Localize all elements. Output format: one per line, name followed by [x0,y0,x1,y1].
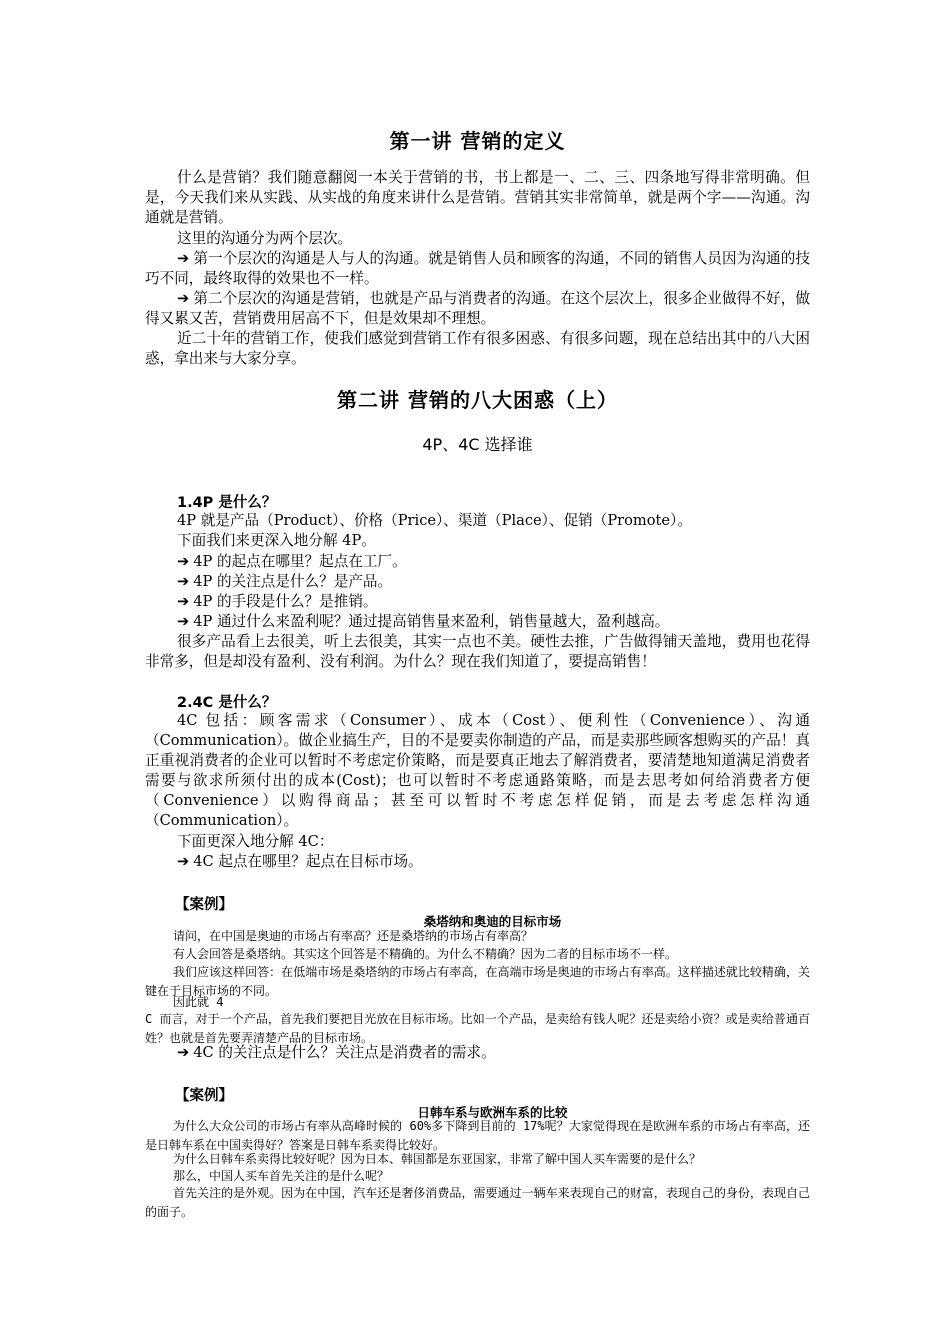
lecture1-paragraph-5: 近二十年的营销工作，使我们感觉到营销工作有很多困惑、有很多问题，现在总结出其中的八大困惑，拿出来与大家分享。 [145,330,810,367]
arrow-icon: ➔ [177,1044,190,1061]
section-4c-paragraph: 4C 包括：顾客需求（Consumer）、成本（Cost）、便利性（Convenience）、沟通（Communication）。做企业搞生产，目的不是要卖你制造的产品，而是卖那些顾客想购买的产品！真正重视消费者的企业可以暂时不考虑定价策略，而是要真正地去了解消费者，要清楚地知道满足消费者需要与欲求所须付出的成本(Cost)；也可以暂时不考虑通路策略，而是去思考如何给消费者方便（Convenience）以购得商品；甚至可以暂时不考虑怎样促销，而是去考虑怎样沟通（Communication）。 [145,712,810,829]
section-4p-heading: 1.4P 是什么？ [177,495,277,511]
section-4c-heading: 2.4C 是什么？ [177,695,277,711]
case-2-line-4: 首先关注的是外观。因为在中国，汽车还是奢侈消费品，需要通过一辆车来表现自己的财富，表现自己的身份，表现自己的面子。 [145,1186,810,1219]
lecture2-subtitle: 4P、4C 选择谁 [422,435,533,454]
arrow-icon: ➔ [177,250,190,267]
lecture2-title: 第二讲 营销的八大困惑（上） [337,388,618,412]
lecture1-paragraph-2: 这里的沟通分为两个层次。 [177,230,353,247]
arrow-icon: ➔ [177,593,190,610]
section-4c-bullet-1: ➔ 4C 起点在哪里？起点在目标市场。 [177,853,423,870]
case-1-line-5: C 而言，对于一个产品，首先我们要把目光放在目标市场。比如一个产品，是卖给有钱人呢？还是卖给小资？或是卖给普通百姓？也就是首先要弄清楚产品的目标市场。 [145,1012,810,1045]
lecture1-bullet-1-text: 第一个层次的沟通是人与人的沟通。就是销售人员和顾客的沟通，不同的销售人员因为沟通的技巧不同，最终取得的效果也不一样。 [145,250,810,287]
section-4p-line-1: 4P 就是产品（Product）、价格（Price）、渠道（Place）、促销（Promote）。 [177,512,692,529]
case-1-line-2: 有人会回答是桑塔纳。其实这个回答是不精确的。为什么不精确？因为二者的目标市场不一样。 [173,947,678,961]
lecture1-bullet-2 [145,289,810,329]
section-4p-bullet-3: ➔ 4P 的手段是什么？是推销。 [177,593,378,610]
section-4p-bullet-2: ➔ 4P 的关注点是什么？是产品。 [177,573,393,590]
arrow-icon: ➔ [177,290,190,307]
lecture1-title: 第一讲 营销的定义 [389,129,566,153]
case-1-label: 【案例】 [175,896,233,913]
arrow-icon: ➔ [177,853,190,870]
case-2-label: 【案例】 [175,1087,233,1104]
case-1-line-3: 我们应该这样回答：在低端市场是桑塔纳的市场占有率高，在高端市场是奥迪的市场占有率高。这样描述就比较精确，关键在于目标市场的不同。 [145,965,810,998]
arrow-icon: ➔ [177,613,190,630]
case-2-line-1: 为什么大众公司的市场占有率从高峰时候的 60%多下降到目前的 17%呢？大家觉得现在是欧洲车系的市场占有率高，还是日韩车系在中国卖得好？答案是日韩车系卖得比较好。 [145,1119,810,1152]
section-4p-bullet-1: ➔ 4P 的起点在哪里？起点在工厂。 [177,553,407,570]
case-2-line-3: 那么，中国人买车首先关注的是什么呢？ [173,1169,390,1183]
section-4p-line-2: 下面我们来更深入地分解 4P。 [177,532,376,549]
arrow-icon: ➔ [177,553,190,570]
lecture1-paragraph-1: 什么是营销？我们随意翻阅一本关于营销的书，书上都是一、二、三、四条地写得非常明确。但是，今天我们来从实践、从实战的角度来讲什么是营销。营销其实非常简单，就是两个字——沟通。沟通就是营销。 [145,169,810,226]
case-1-title: 桑塔纳和奥迪的目标市场 [423,914,562,929]
section-4p-paragraph: 很多产品看上去很美，听上去很美，其实一点也不美。硬性去推，广告做得铺天盖地，费用也花得非常多，但是却没有盈利、没有利润。为什么？现在我们知道了，要提高销售！ [145,633,810,670]
section-4c-bullet-2: ➔ 4C 的关注点是什么？关注点是消费者的需求。 [177,1044,496,1061]
case-2-title: 日韩车系与欧洲车系的比较 [417,1105,568,1120]
case-2-line-2: 为什么日韩车系卖得比较好呢？因为日本、韩国都是东亚国家，非常了解中国人买车需要的是什么？ [173,1152,702,1166]
section-4p-bullet-4: ➔ 4P 通过什么来盈利呢？通过提高销售量来盈利，销售量越大，盈利越高。 [177,613,670,630]
arrow-icon: ➔ [177,573,190,590]
section-4c-line-2: 下面更深入地分解 4C： [177,833,334,850]
lecture1-bullet-2-text: 第二个层次的沟通是营销，也就是产品与消费者的沟通。在这个层次上，很多企业做得不好，做得又累又苦，营销费用居高不下，但是效果却不理想。 [145,290,810,327]
case-1-line-1: 请问，在中国是奥迪的市场占有率高？还是桑塔纳的市场占有率高？ [173,929,534,943]
lecture1-bullet-1 [145,249,810,289]
case-1-line-4: 因此就 4 [173,995,224,1009]
